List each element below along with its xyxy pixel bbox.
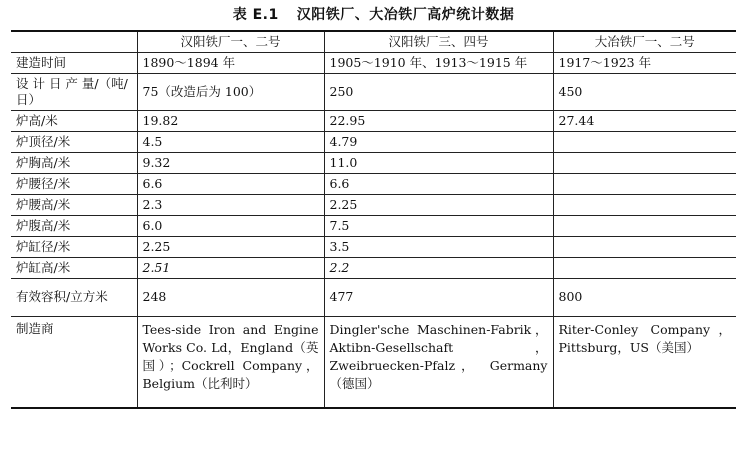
table-cell: 477 [324,278,553,316]
row-label: 制造商 [11,316,137,408]
table-cell: 1890～1894 年 [137,52,324,73]
table-cell: 248 [137,278,324,316]
row-label: 炉腰高/米 [11,194,137,215]
table-title: 汉阳铁厂、大冶铁厂高炉统计数据 [296,7,515,23]
row-label: 建造时间 [11,52,137,73]
row-label: 炉顶径/米 [11,131,137,152]
table-header-row [11,31,736,52]
table-cell: 22.95 [324,110,553,131]
table-cell: 2.2 [324,257,553,278]
table-caption [0,0,747,26]
table-row [11,131,736,152]
table-cell: 2.25 [137,236,324,257]
table-cell [553,215,736,236]
table-row [11,173,736,194]
table-cell [553,173,736,194]
table-cell [553,236,736,257]
table-row [11,316,736,408]
row-label: 炉缸高/米 [11,257,137,278]
row-label: 设 计 日 产 量/（吨/日） [11,73,137,110]
table-row [11,73,736,110]
table-cell: 6.0 [137,215,324,236]
table-cell: 27.44 [553,110,736,131]
header-cell: 汉阳铁厂三、四号 [324,31,553,52]
table-cell: 2.25 [324,194,553,215]
table-row [11,215,736,236]
table-cell: Dingler'sche Maschinen-Fabrik，Aktibn-Gesellschaft，Zweibruecken-Pfalz， Germany（德国） [324,316,553,408]
table-cell: Tees-side Iron and Engine Works Co. Ld，England（英国）；Cockrell Company，Belgium（比利时） [137,316,324,408]
table-cell: 250 [324,73,553,110]
row-label: 炉胸高/米 [11,152,137,173]
table-row [11,194,736,215]
row-label: 炉腹高/米 [11,215,137,236]
table-cell: 4.79 [324,131,553,152]
table-cell: 6.6 [137,173,324,194]
table-cell: 2.3 [137,194,324,215]
table-cell: 19.82 [137,110,324,131]
table-cell: Riter-Conley Company，Pittsburg，US（美国） [553,316,736,408]
header-cell: 汉阳铁厂一、二号 [137,31,324,52]
table-cell: 1905～1910 年、1913～1915 年 [324,52,553,73]
table-cell [553,131,736,152]
table-cell [553,257,736,278]
row-label: 炉腰径/米 [11,173,137,194]
table-cell: 4.5 [137,131,324,152]
table-row [11,278,736,316]
table-row [11,52,736,73]
table-row [11,152,736,173]
table-cell: 2.51 [137,257,324,278]
table-number: 表 E.1 [232,7,279,23]
table-cell: 800 [553,278,736,316]
table-cell: 75（改造后为 100） [137,73,324,110]
table-cell: 6.6 [324,173,553,194]
header-cell [11,31,137,52]
table-cell: 450 [553,73,736,110]
row-label: 有效容积/立方米 [11,278,137,316]
table-cell: 7.5 [324,215,553,236]
table-row [11,110,736,131]
table-cell: 11.0 [324,152,553,173]
table-cell [553,152,736,173]
table-cell: 1917～1923 年 [553,52,736,73]
table-cell: 9.32 [137,152,324,173]
table-row [11,257,736,278]
row-label: 炉缸径/米 [11,236,137,257]
table-cell [553,194,736,215]
table-row [11,236,736,257]
row-label: 炉高/米 [11,110,137,131]
furnace-statistics-table [11,30,736,409]
table-cell: 3.5 [324,236,553,257]
header-cell: 大冶铁厂一、二号 [553,31,736,52]
